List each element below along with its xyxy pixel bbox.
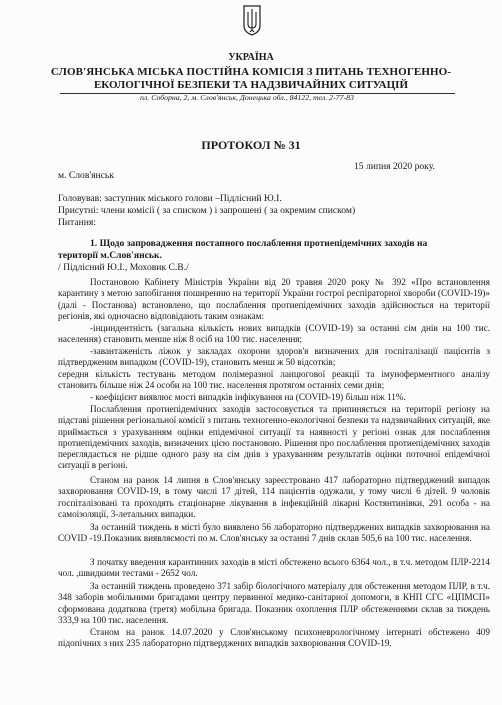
organization-name-line2: ЕКОЛОГІЧНОЇ БЕЗПЕКИ ТА НАДЗВИЧАЙНИХ СИТУАЦІЙ: [93, 79, 409, 91]
paragraph-criterion-detection: - коефіцієнт виявлює мості випадків інфікування на (COVID-19) більш ніж 11%.: [90, 392, 406, 402]
paragraph-criterion-beds: -завантаженість ліжок у закладах охорони здоров'я визначених для госпіталізації пацієнтів з підтвердженим випадком (COVID-19), становить менш ж 50 відсотків;: [58, 346, 490, 368]
protocol-date: 15 липня 2020 року.: [354, 161, 435, 172]
paragraph-criterion-testing: середня кількість тестувань методом полімеразної ланцюгової реакції та імуноферментного аналізу становить більше ніж 24 особи на 100 тис. населення протягом останніх семи днів;: [58, 369, 490, 391]
paragraph-resolution: Постановою Кабінету Міністрів України від 20 травня 2020 року № 392 «Про встановлення карантину з метою запобігання поширенню на території України гострої респіраторної хвороби (COVID-19)» (далі - Постанова) встановлено, що послаблення протиепідемічних заходів здійснюється на території регіонів, які одночасно відповідають таким ознакам:: [58, 277, 490, 321]
paragraph-pcr-sampling: За останній тиждень проведено 371 забір біологічного матеріалу для обстеження методом ПЛР, в т.ч. 348 заборів мобільними бригадами центру первинної медико-санітарної допомоги, в КНП СГС «ЦПМСП» сформована додаткова (третя) мобільна бригада. Показник охоплення ПЛР обстеженнями склав за тиждень 333,9 на 100 тис. населення.: [58, 581, 490, 625]
paragraph-relaxation-rules: Послаблення протиепідемічних заходів застосовується та припиняється на території регіону на підставі рішення регіональної комісії з питань техногенно-екологічної безпеки та надзвичайних ситуацій, яке приймається з урахуванням оцінки епідемічної ситуації та наявності у регіоні ознак для послаблення протиепідемічних заходів, визначених цією постановою. Рішення про послаблення протиепідемічних заходів переглядається не рідше одного разу на сім днів з урахуванням результатів оцінки поточної епідемічної ситуації в регіоні.: [58, 404, 490, 471]
paragraph-criterion-incidence: -інциндентність (загальна кількість нових випадків (COVID-19) за останні сім днів на 100 тис. населення) становить менше ніж 8 осіб на 100 тис. населення;: [58, 323, 490, 345]
item-title-line2: території м.Слов'янськ.: [58, 250, 162, 261]
paragraph-boarding-house: Станом на ранок 14.07.2020 у Слов'янському психоневрологічному інтернаті обстежено 409 підопічних з них 235 лабораторно підтверджених випадків захворювання COVID-19.: [58, 627, 490, 649]
agenda-label: Питання:: [58, 217, 96, 228]
country-title: УКРАЇНА: [228, 52, 274, 63]
paragraph-weekly-cases: За останній тиждень в місті було виявлено 56 лабораторно підтверджених випадків захворювання на COVID -19.Показник виявляємості по м. Слов'янську за останні 7 днів склав 505,6 на 100 тис. населення.: [58, 522, 490, 544]
organization-address: пл. Соборна, 2, м. Слов'янськ, Донецька обл., 84122, тел. 2-77-83: [140, 93, 354, 102]
organization-name-line1: СЛОВ'ЯНСЬКА МІСЬКА ПОСТІЙНА КОМІСІЯ З ПИТАНЬ ТЕХНОГЕННО-: [50, 66, 452, 78]
protocol-city: м. Слов'янськ: [58, 170, 114, 181]
chairman-line: Головував: заступник міського голови –Підлісний Ю.І.: [58, 193, 282, 204]
trident-emblem-icon: [242, 4, 262, 36]
attendees-line: Присутні: члени комісії ( за списком ) і запрошені ( за окремим списком): [58, 205, 356, 216]
item-title-line1: 1. Щодо запровадження постапного послаблення протиепідемічних заходів на: [90, 238, 428, 249]
item-speakers: / Підлісний Ю.І., Моховик С.В./: [58, 262, 189, 273]
protocol-title: ПРОТОКОЛ № 31: [201, 138, 301, 152]
paragraph-case-stats: Станом на ранок 14 липня в Слов'янську зареєстровано 417 лабораторно підтверджений випадок захворювання COVID-19, в тому числі 17 дітей, 114 пацієнтів одужали, у тому числі 6 дітей. 9 чоловік госпіталізовані та проходять стаціонарне лікування в інфекційній лікарні Костянтинівки, 291 особа - на самоізоляції, 3-летальних випадки.: [58, 475, 490, 519]
paragraph-total-tested: З початку введення карантинних заходів в місті обстежено всього 6364 чол., в т.ч. методом ПЛР-2214 чол. ,швидкими тестами - 2652 чол.: [58, 557, 490, 579]
